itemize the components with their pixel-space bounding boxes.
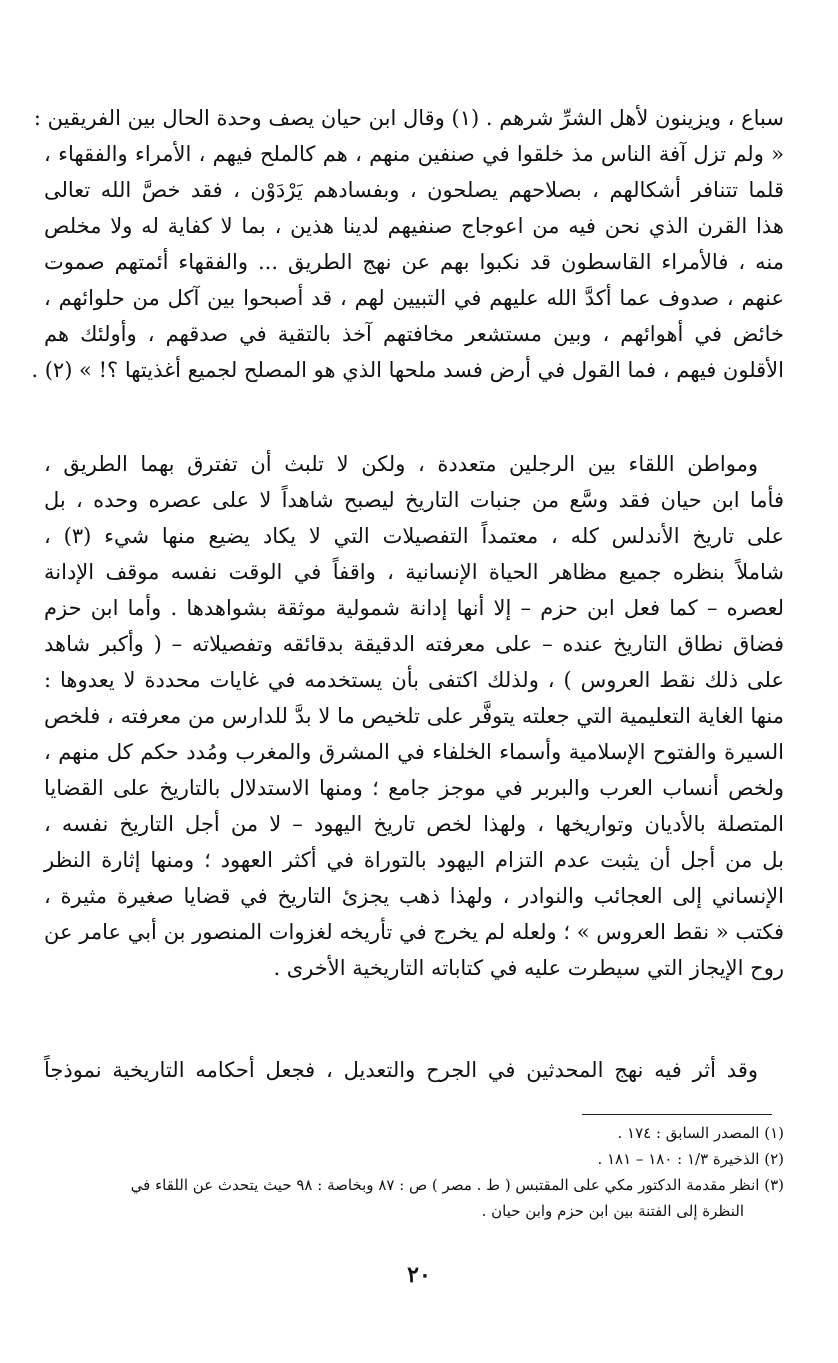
footnotes — [44, 1120, 784, 1224]
footnote-3-continued: النظرة إلى الفتنة بين ابن حزم وابن حيان . — [481, 1202, 744, 1220]
text-line: المتصلة بالأديان وتواريخها ، ولهذا لخص تاريخ اليهود – لا من أجل التاريخ نفسه ، — [44, 812, 784, 836]
text-line: بل من أجل أن يثبت عدم التزام اليهود بالتوراة في أكثر العهود ؛ ومنها إثارة النظر — [44, 848, 784, 872]
text-line: لعصره – كما فعل ابن حزم – إلا أنها إدانة شمولية موثقة بشواهدها . وأما ابن حزم — [44, 596, 784, 620]
footnote-3: (٣) انظر مقدمة الدكتور مكي على المقتبس ( ط . مصر ) ص : ٨٧ وبخاصة : ٩٨ حيث يتحدث عن اللقاء في — [130, 1176, 784, 1194]
text-line: شاملاً بنظره جميع مظاهر الحياة الإنسانية ، واقفاً في الوقت نفسه موقف الإدانة — [44, 560, 784, 584]
paragraph-hadith-method — [44, 1052, 784, 1088]
text-line: قلما تتنافر أشكالهم ، بصلاحهم يصلحون ، وبفسادهم يَرْدَوْن ، فقد خصَّ الله تعالى — [44, 178, 784, 202]
text-line: ومواطن اللقاء بين الرجلين متعددة ، ولكن لا تلبث أن تفترق بهما الطريق ، — [44, 452, 758, 476]
page-number: ٢٠ — [407, 1262, 431, 1288]
text-line: « ولم تزل آفة الناس مذ خلقوا في صنفين منهم ، هم كالملح فيهم ، الأمراء والفقهاء ، — [44, 142, 784, 166]
text-line: على ذلك نقط العروس ) ، ولذلك اكتفى بأن يستخدمه في غايات محددة لا يعدوها : — [44, 668, 784, 692]
paragraph-comparison — [44, 446, 784, 986]
text-line: روح الإيجاز التي سيطرت عليه في كتاباته التاريخية الأخرى . — [273, 956, 784, 980]
text-line: فأما ابن حيان فقد وسَّع من جنبات التاريخ ليصبح شاهداً لا على عصره وحده ، بل — [44, 488, 784, 512]
text-line: على تاريخ الأندلس كله ، معتمداً التفصيلات التي لا يكاد يضيع منها شيء (٣) ، — [44, 524, 784, 548]
paragraph-quote — [31, 100, 784, 388]
footnote-2: (٢) الذخيرة ١/٣ : ١٨٠ – ١٨١ . — [597, 1150, 784, 1168]
text-line: السيرة والفتوح الإسلامية وأسماء الخلفاء في المشرق والمغرب ومُدد حكم كل منهم ، — [44, 740, 784, 764]
text-line: عنهم ، صدوف عما أكدَّ الله عليهم في التبيين لهم ، قد أصبحوا بين آكل من حلوائهم ، — [44, 286, 784, 310]
footnote-divider — [582, 1114, 772, 1115]
text-line: الإنساني إلى العجائب والنوادر ، ولهذا ذهب يجزئ التاريخ في قضايا صغيرة مثيرة ، — [44, 884, 784, 908]
text-line: فضاق نطاق التاريخ عنده – على معرفته الدقيقة بدقائقه وتفصيلاته – ( وأكبر شاهد — [44, 632, 784, 656]
text-line: سباع ، ويزينون لأهل الشرِّ شرهم . (١) وقال ابن حيان يصف وحدة الحال بين الفريقين : — [33, 106, 784, 130]
text-line: فكتب « نقط العروس » ؛ ولعله لم يخرج في تأريخه لغزوات المنصور بن أبي عامر عن — [44, 920, 784, 944]
text-line: وقد أثر فيه نهج المحدثين في الجرح والتعديل ، فجعل أحكامه التاريخية نموذجاً — [44, 1058, 758, 1082]
text-line: منه ، فالأمراء القاسطون قد نكبوا بهم عن نهج الطريق ... والفقهاء أئمتهم صموت — [44, 250, 784, 274]
footnote-1: (١) المصدر السابق : ١٧٤ . — [617, 1124, 784, 1142]
text-line: خائض في أهوائهم ، وبين مستشعر مخافتهم آخذ بالتقية في صدقهم ، وأولئك هم — [44, 322, 784, 346]
text-line: هذا القرن الذي نحن فيه من اعوجاج صنفيهم لدينا هذين ، بما لا كفاية له ولا مخلص — [44, 214, 784, 238]
text-line: منها الغاية التعليمية التي جعلته يتوفَّر على تلخيص ما لا بدَّ للدارس من معرفته ، فلخص — [44, 704, 784, 728]
text-line: الأقلون فيهم ، فما القول في أرض فسد ملحها الذي هو المصلح لجميع أغذيتها ؟! » (٢) . — [31, 358, 784, 382]
text-line: ولخص أنساب العرب والبربر في موجز جامع ؛ ومنها الاستدلال بالتاريخ على القضايا — [44, 776, 784, 800]
